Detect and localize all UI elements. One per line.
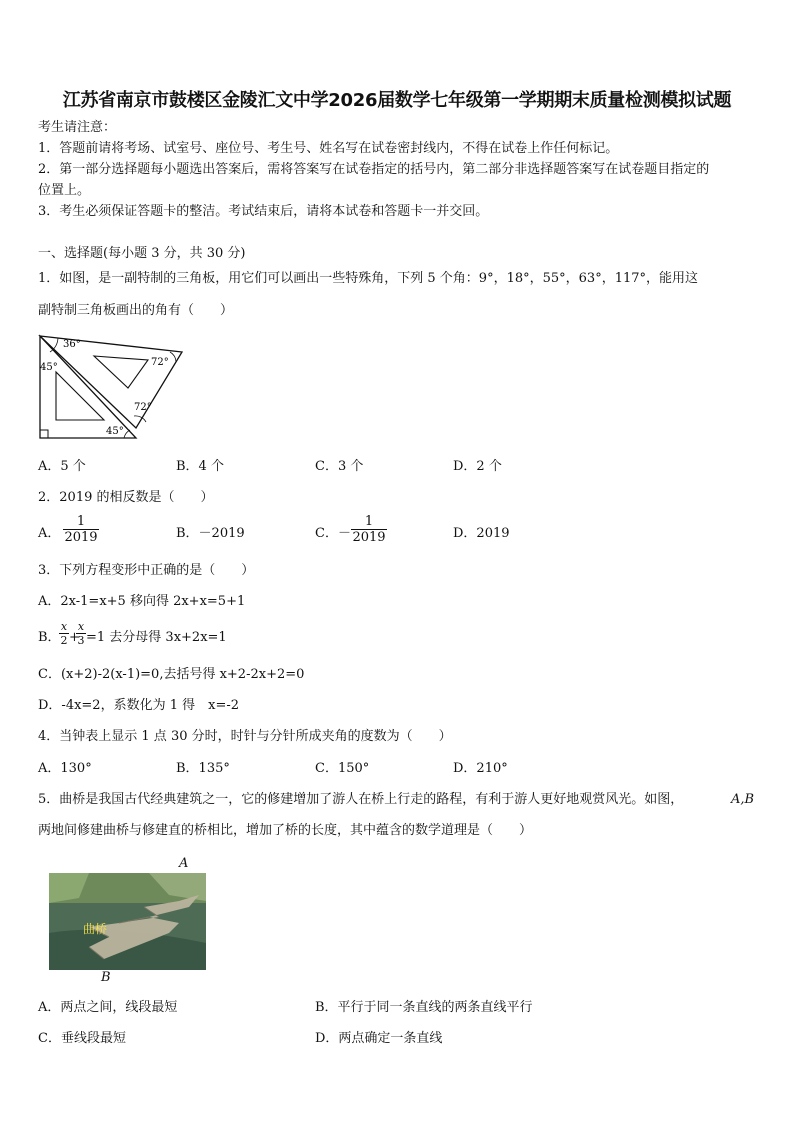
bridge-photo-label: 曲桥 (83, 922, 108, 936)
angle-label-72-right: 72° (151, 357, 169, 368)
q5-stem-line1: 5．曲桥是我国古代经典建筑之一，它的修建增加了游人在桥上行走的路程，有利于游人更好地观赏风光。如图， (38, 792, 684, 807)
angle-label-45-top: 45° (40, 362, 58, 373)
q2-option-a-label: A． (38, 526, 61, 541)
q3-option-b-rest: =1 去分母得 3x+2x=1 (86, 630, 227, 645)
q1-option-b: B．4 个 (176, 459, 224, 474)
page-title: 江苏省南京市鼓楼区金陵汇文中学2026届数学七年级第一学期期末质量检测模拟试题 (62, 90, 732, 111)
q1-option-a: A．5 个 (38, 459, 86, 474)
q5-points-ab: A,B (731, 792, 755, 807)
point-b-label: B (101, 970, 111, 985)
q2-option-d: D．2019 (453, 526, 510, 541)
q5-option-a: A．两点之间，线段最短 (38, 1000, 178, 1015)
q2-option-c-fraction (351, 514, 387, 545)
zigzag-bridge-photo (49, 873, 206, 970)
fraction-numerator: x (60, 620, 68, 633)
fraction-numerator: 1 (76, 514, 86, 529)
angle-label-45-bottom: 45° (106, 426, 124, 437)
notice-item-1: 1．答题前请将考场、试室号、座位号、考生号、姓名写在试卷密封线内，不得在试卷上作任何标记。 (38, 141, 619, 156)
q3-option-c: C．(x+2)-2(x-1)=0,去括号得 x+2-2x+2=0 (38, 667, 305, 682)
q5-option-b: B．平行于同一条直线的两条直线平行 (315, 1000, 533, 1015)
bridge-illustration (49, 873, 206, 970)
q1-option-d: D．2 个 (453, 459, 502, 474)
q3-option-a: A．2x-1=x+5 移向得 2x+x=5+1 (38, 594, 246, 609)
q1-stem-line2: 副特制三角板画出的角有（ ） (38, 303, 234, 318)
fraction-denominator: 3 (77, 634, 85, 647)
notice-item-3: 3．考生必须保证答题卡的整洁。考试结束后，请将本试卷和答题卡一并交回。 (38, 204, 489, 219)
notice-item-2-cont: 位置上。 (38, 183, 91, 198)
q5-option-d: D．两点确定一条直线 (315, 1031, 443, 1046)
q4-option-b: B．135° (176, 761, 230, 776)
fraction-denominator: 2 (60, 634, 68, 647)
q3-option-d: D．-4x=2，系数化为 1 得 x=-2 (38, 698, 240, 713)
q3-plus-sign: + (69, 630, 80, 645)
q4-option-a: A．130° (38, 761, 92, 776)
q2-option-b: B．－2019 (176, 526, 245, 541)
point-a-label: A (179, 856, 189, 871)
notice-heading: 考生请注意： (38, 120, 117, 135)
fraction-denominator: 2019 (64, 530, 98, 545)
section-heading: 一、选择题(每小题 3 分，共 30 分) (38, 246, 246, 261)
q3-fraction-x-over-3 (76, 620, 86, 647)
q4-option-c: C．150° (315, 761, 370, 776)
q2-stem: 2．2019 的相反数是（ ） (38, 490, 214, 505)
q5-stem-line2: 两地间修建曲桥与修建直的桥相比，增加了桥的长度，其中蕴含的数学道理是（ ） (38, 823, 533, 838)
fraction-denominator: 2019 (352, 530, 386, 545)
q2-option-a-fraction (63, 514, 99, 545)
angle-label-36: 36° (63, 339, 81, 350)
q1-stem-line1: 1．如图，是一副特制的三角板，用它们可以画出一些特殊角，下列 5 个角：9°，18°，55°，63°，117°，能用这 (38, 271, 699, 286)
q1-option-c: C．3 个 (315, 459, 364, 474)
q3-stem: 3．下列方程变形中正确的是（ ） (38, 563, 255, 578)
q3-option-b-label: B． (38, 630, 61, 645)
angle-label-72-bottom: 72° (134, 402, 152, 413)
q3-fraction-x-over-2 (59, 620, 69, 647)
q2-option-c-label: C．－ (315, 526, 351, 541)
q5-option-c: C．垂线段最短 (38, 1031, 126, 1046)
triangle-rulers-figure (36, 332, 186, 442)
notice-item-2: 2．第一部分选择题每小题选出答案后，需将答案写在试卷指定的括号内，第二部分非选择题答案写在试卷题目指定的 (38, 162, 710, 177)
q4-stem: 4．当钟表上显示 1 点 30 分时，时针与分针所成夹角的度数为（ ） (38, 729, 452, 744)
q4-option-d: D．210° (453, 761, 508, 776)
fraction-numerator: x (77, 620, 85, 633)
fraction-numerator: 1 (364, 514, 374, 529)
